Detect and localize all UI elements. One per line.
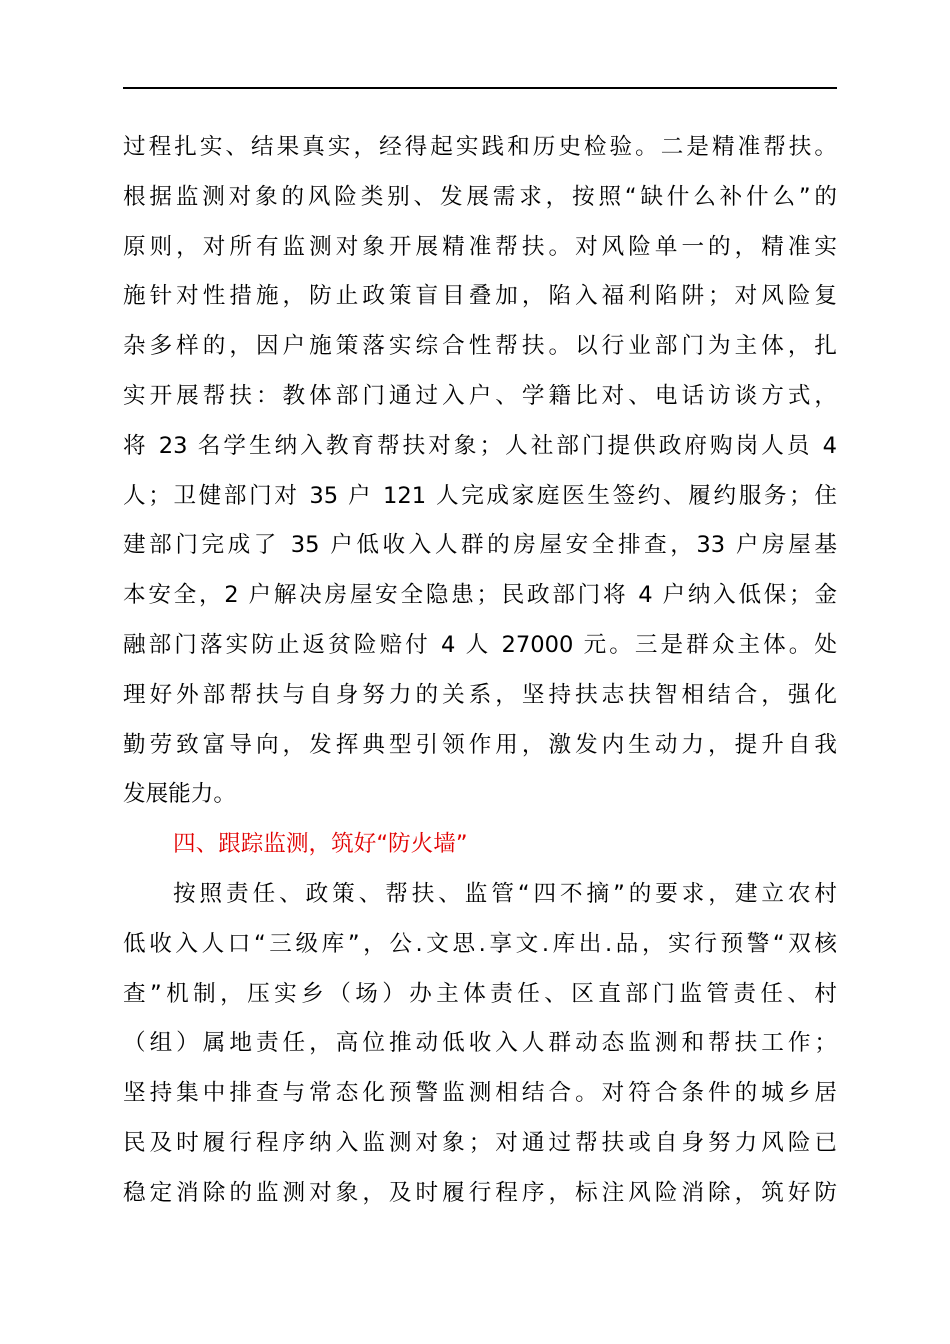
- paragraph-line: 根据监测对象的风险类别、发展需求，按照“缺什么补什么”的: [123, 183, 837, 210]
- paragraph-line: 实开展帮扶：教体部门通过入户、学籍比对、电话访谈方式，: [123, 382, 837, 409]
- paragraph-line: 理好外部帮扶与自身努力的关系，坚持扶志扶智相结合，强化: [123, 681, 837, 708]
- header-rule: [123, 87, 837, 89]
- section-heading: 四、跟踪监测，筑好“防火墙”: [173, 831, 468, 858]
- paragraph-line: 低收入人口“三级库”，公.文思.享文.库出.品，实行预警“双核: [123, 930, 837, 957]
- paragraph-line: 杂多样的，因户施策落实综合性帮扶。以行业部门为主体，扎: [123, 333, 837, 360]
- paragraph-line: 将 23 名学生纳入教育帮扶对象；人社部门提供政府购岗人员 4: [123, 432, 837, 459]
- paragraph-line: 民及时履行程序纳入监测对象；对通过帮扶或自身努力风险已: [123, 1129, 837, 1156]
- paragraph-line: （组）属地责任，高位推动低收入人群动态监测和帮扶工作；: [123, 1030, 837, 1057]
- paragraph-2: [123, 870, 837, 1219]
- paragraph-line: 人；卫健部门对 35 户 121 人完成家庭医生签约、履约服务；住: [123, 482, 837, 509]
- paragraph-line: 稳定消除的监测对象，及时履行程序，标注风险消除，筑好防: [123, 1179, 837, 1206]
- paragraph-line: 发展能力。: [123, 781, 236, 808]
- paragraph-line: 建部门完成了 35 户低收入人群的房屋安全排查，33 户房屋基: [123, 532, 837, 559]
- paragraph-line: 按照责任、政策、帮扶、监管“四不摘”的要求，建立农村: [173, 880, 837, 907]
- document-body: [123, 123, 837, 1219]
- paragraph-line: 勤劳致富导向，发挥典型引领作用，激发内生动力，提升自我: [123, 731, 837, 758]
- paragraph-line: 查”机制，压实乡（场）办主体责任、区直部门监管责任、村: [123, 980, 837, 1007]
- paragraph-line: 施针对性措施，防止政策盲目叠加，陷入福利陷阱；对风险复: [123, 283, 837, 310]
- paragraph-line: 本安全，2 户解决房屋安全隐患；民政部门将 4 户纳入低保；金: [123, 582, 837, 609]
- paragraph-line: 融部门落实防止返贫险赔付 4 人 27000 元。三是群众主体。处: [123, 631, 837, 658]
- paragraph-line: 原则，对所有监测对象开展精准帮扶。对风险单一的，精准实: [123, 233, 837, 260]
- paragraph-line: 坚持集中排查与常态化预警监测相结合。对符合条件的城乡居: [123, 1080, 837, 1107]
- paragraph-line: 过程扎实、结果真实，经得起实践和历史检验。二是精准帮扶。: [123, 134, 837, 160]
- paragraph-1: [123, 123, 837, 820]
